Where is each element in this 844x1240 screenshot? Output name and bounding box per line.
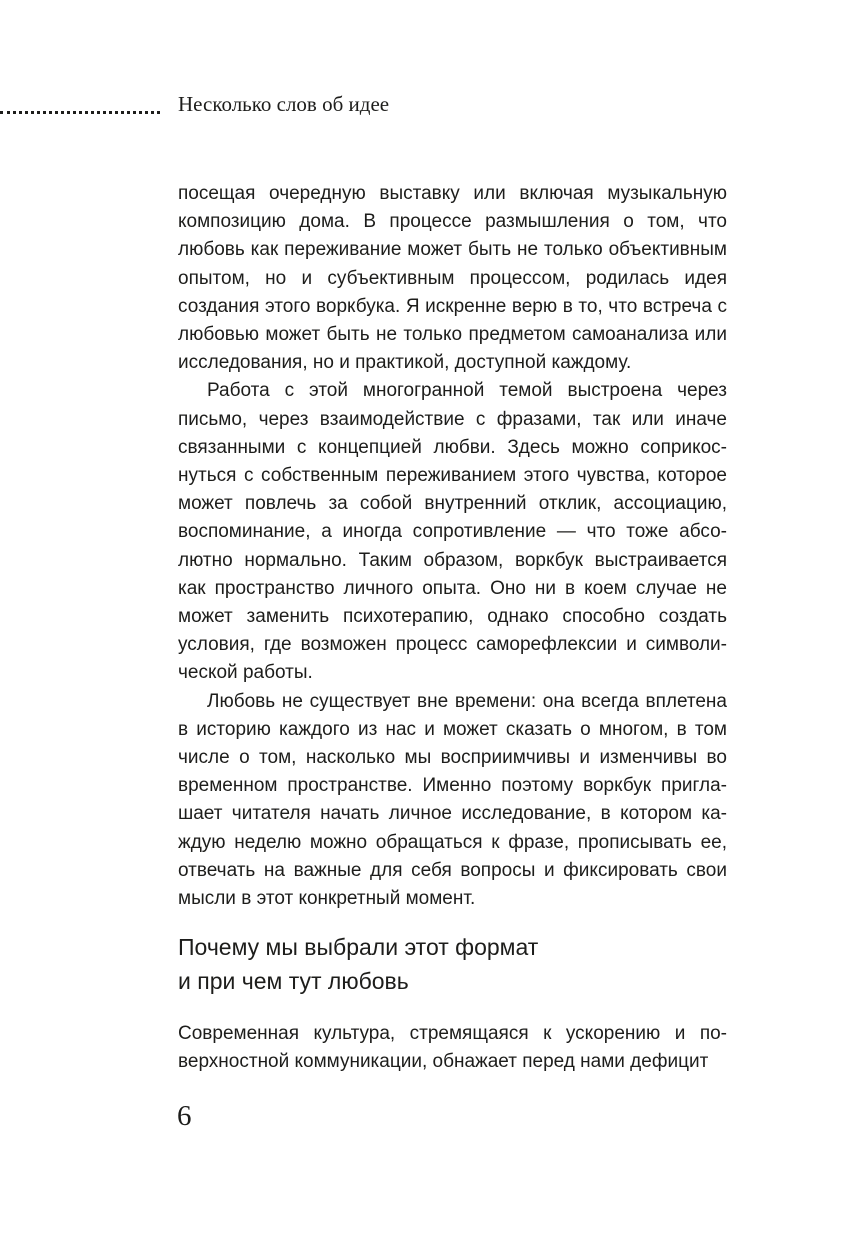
running-head-title: Несколько слов об идее xyxy=(178,92,390,116)
paragraph-2: Работа с этой многогранной темой выстроена через письмо, через взаимодействие с фразами, так или иначе связанными с концепцией любви. Здесь можно соприкоснуться с собственным переживанием этого чувства, которое может повлечь за собой внутренний отклик, ассоциацию, воспоминание, а иногда сопротивление — что тоже абсолютно нормально. Таким образом, воркбук выстраивается как пространство личного опыта. Оно ни в коем случае не может заменить психотерапию, однако способно создать условия, где возможен процесс саморефлексии и символической работы. xyxy=(178,380,727,684)
paragraph-3: Любовь не существует вне времени: она всегда вплетена в историю каждого из нас и может сказать о многом, в том числе о том, насколько мы восприимчивы и изменчивы во временном пространстве. Именно поэтому воркбук приглашает читателя начать личное исследование, в котором каждую неделю можно обращаться к фразе, прописывать ее, отвечать на важные для себя вопросы и фиксировать свои мысли в этот конкретный момент. xyxy=(178,690,727,910)
section-body-text xyxy=(178,1020,727,1076)
section-heading xyxy=(178,930,727,998)
paragraph-1: посещая очередную выставку или включая музыкальную композицию дома. В процессе размышления о том, что любовь как переживание может быть не только объективным опытом, но и субъективным процессом, родилась идея создания этого воркбука. Я искренне верю в то, что встреча с любовью может быть не только предметом самоанализа или исследования, но и практикой, доступной каждому. xyxy=(178,183,727,374)
dotted-leader xyxy=(0,111,160,114)
section-heading-line-1: Почему мы выбрали этот формат xyxy=(178,934,539,960)
section-heading-line-2: и при чем тут любовь xyxy=(178,968,409,994)
section-paragraph: Современная культура, стремящаяся к ускорению и поверхностной коммуникации, обнажает перед нами дефицит xyxy=(178,1023,727,1073)
page-number: 6 xyxy=(177,1100,192,1132)
running-head xyxy=(0,90,600,120)
body-text xyxy=(178,180,727,913)
